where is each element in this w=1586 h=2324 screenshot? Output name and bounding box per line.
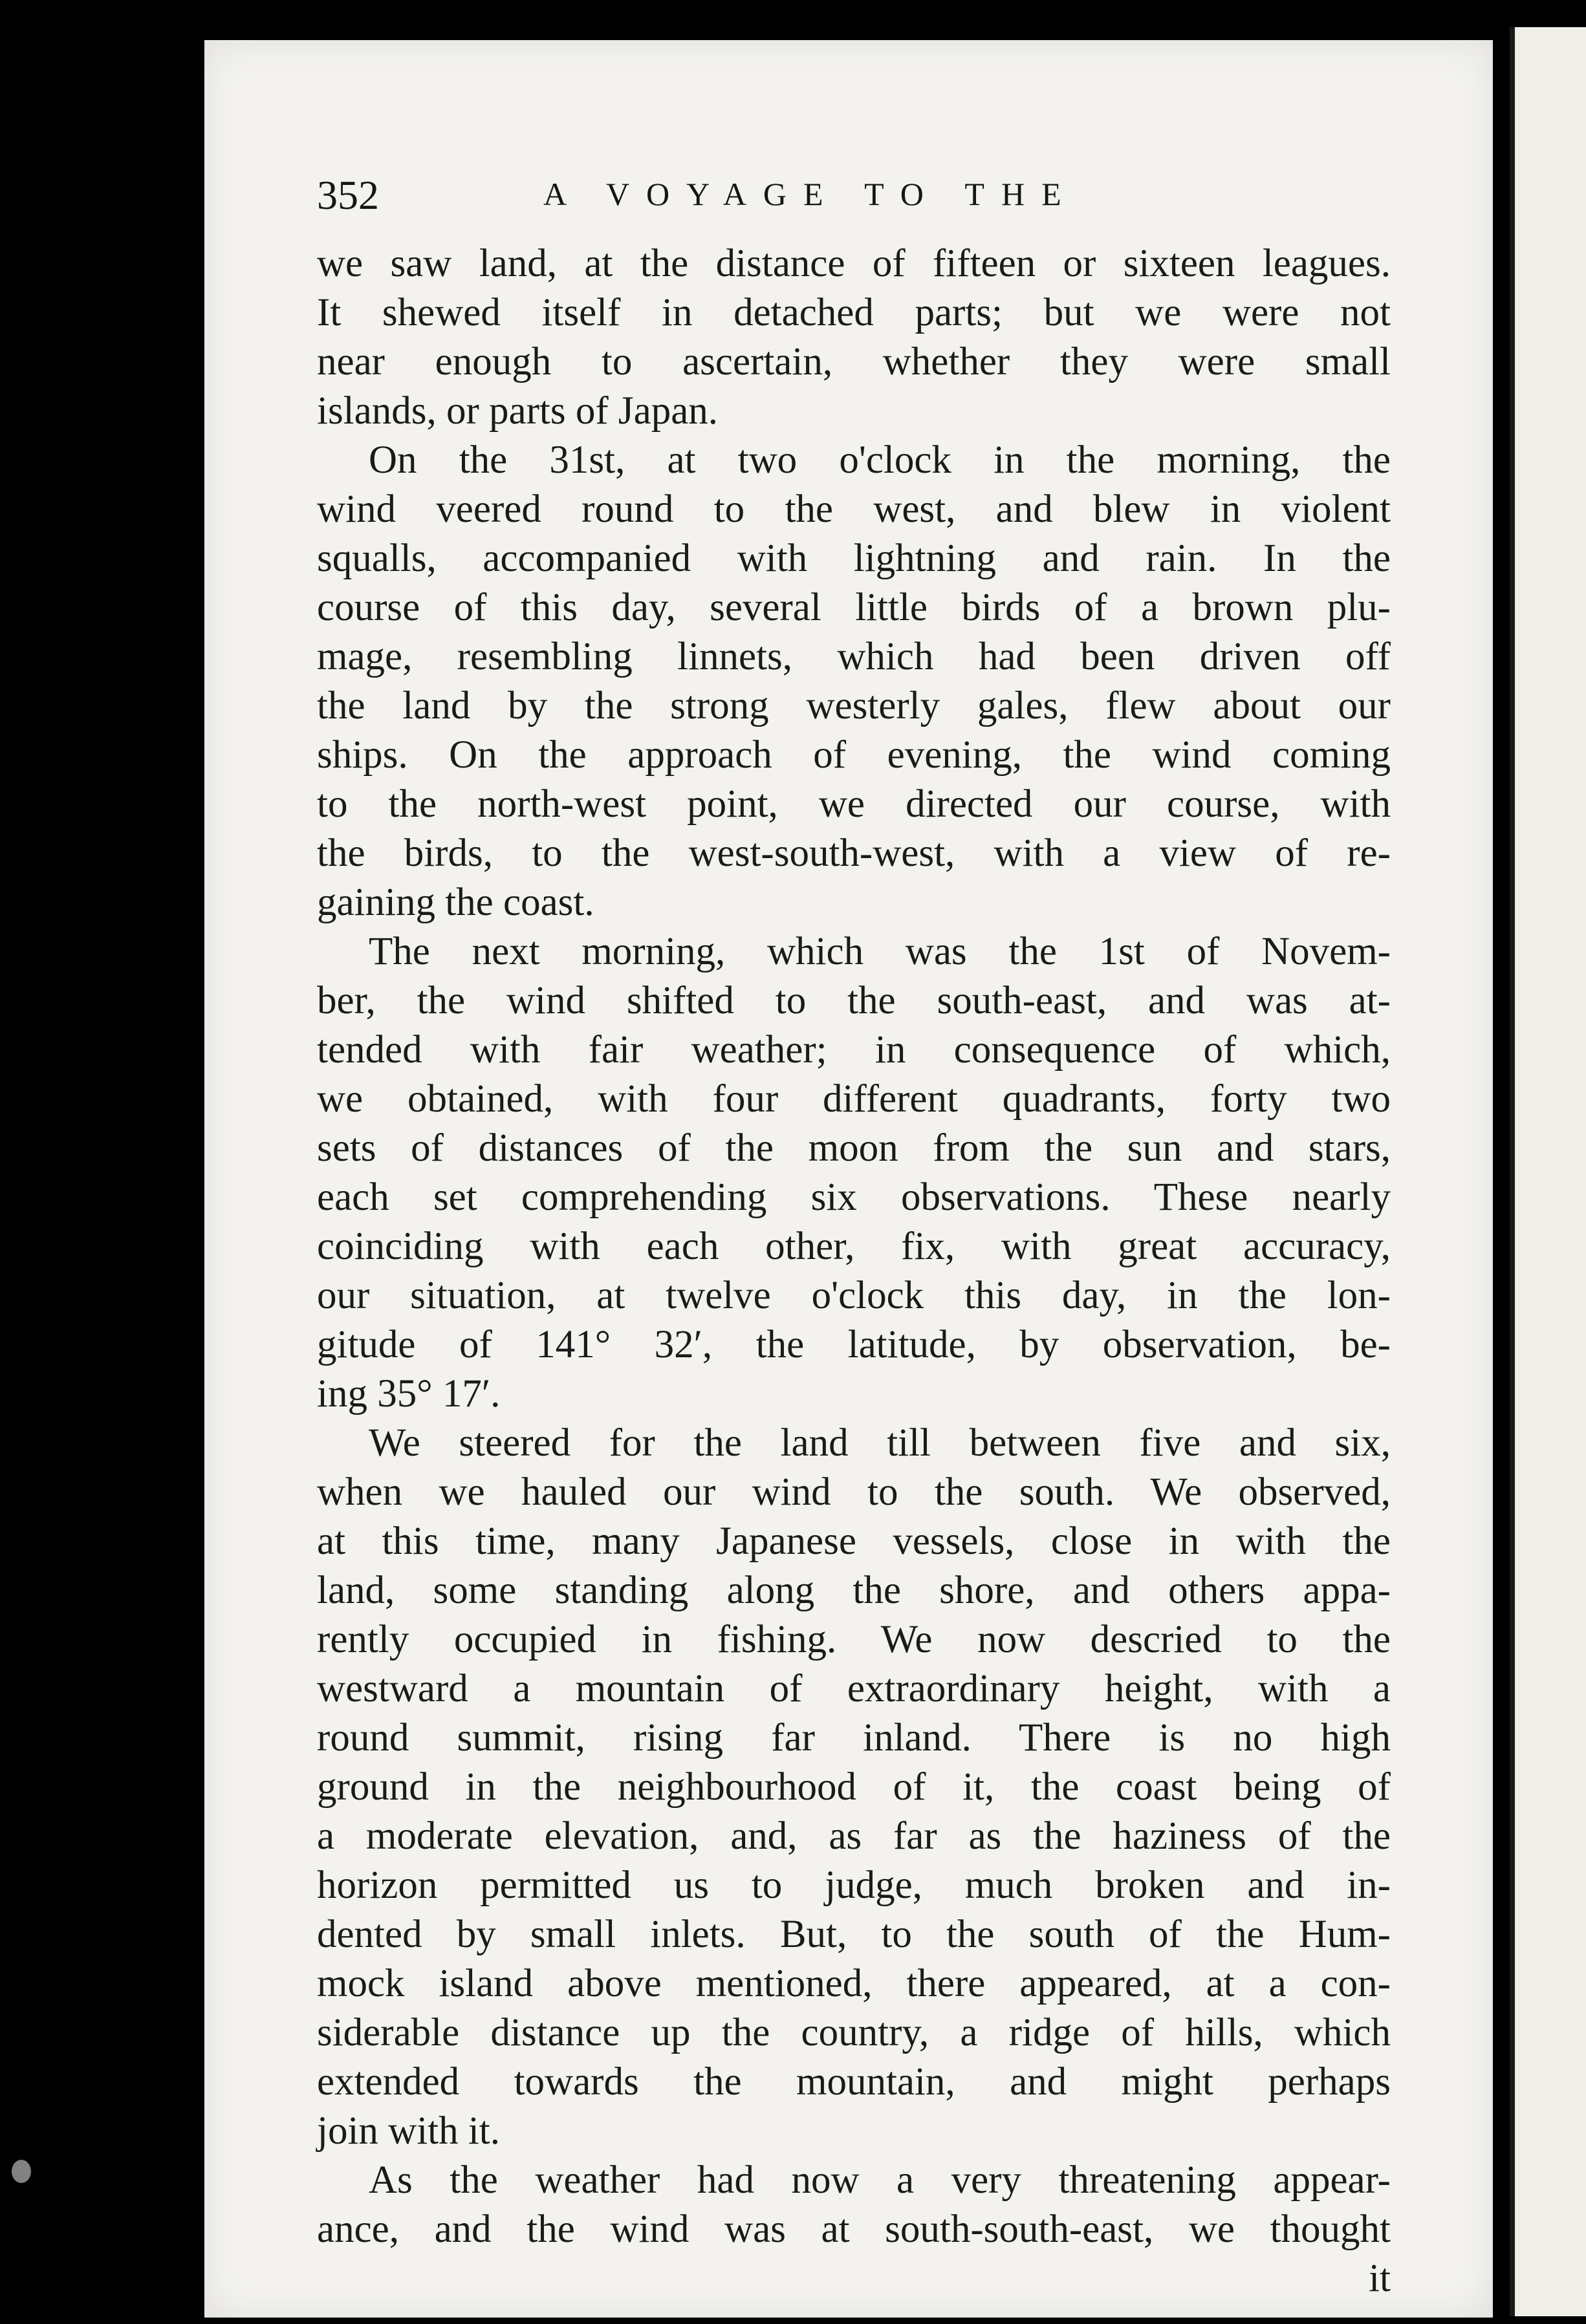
page-header: [317, 171, 1287, 230]
text-line: The next morning, which was the 1st of Novem-: [369, 930, 1391, 973]
text-line: ance, and the wind was at south-south-east, we thought: [317, 2208, 1391, 2251]
text-line: a moderate elevation, and, as far as the haziness of the: [317, 1814, 1391, 1858]
body-text: [317, 239, 1391, 2303]
page-gutter-shadow: [1510, 27, 1515, 2316]
text-line: the birds, to the west-south-west, with a view of re-: [317, 832, 1391, 875]
text-line: we obtained, with four different quadrants, forty two: [317, 1077, 1391, 1121]
text-line: we saw land, at the distance of fifteen or sixteen leagues.: [317, 242, 1391, 285]
text-line: squalls, accompanied with lightning and rain. In the: [317, 537, 1391, 580]
text-line: We steered for the land till between five and six,: [369, 1421, 1391, 1465]
text-line: extended towards the mountain, and might perhaps: [317, 2060, 1391, 2103]
text-line: coinciding with each other, fix, with great accuracy,: [317, 1225, 1391, 1268]
text-line: ships. On the approach of evening, the wind coming: [317, 733, 1391, 777]
text-line: to the north-west point, we directed our course, with: [317, 782, 1391, 826]
text-line: islands, or parts of Japan.: [317, 389, 719, 433]
text-line: gitude of 141° 32′, the latitude, by observation, be-: [317, 1323, 1391, 1366]
text-line: ing 35° 17′.: [317, 1372, 501, 1415]
text-line: round summit, rising far inland. There is no high: [317, 1716, 1391, 1759]
text-line: tended with fair weather; in consequence of which,: [317, 1028, 1391, 1071]
text-line: dented by small inlets. But, to the south of the Hum-: [317, 1913, 1391, 1956]
text-line: horizon permitted us to judge, much broken and in-: [317, 1864, 1391, 1907]
text-line: As the weather had now a very threatening appear-: [369, 2158, 1391, 2202]
text-line: rently occupied in fishing. We now descried to the: [317, 1618, 1391, 1661]
text-line: sets of distances of the moon from the sun and stars,: [317, 1126, 1391, 1170]
text-line: wind veered round to the west, and blew in violent: [317, 488, 1391, 531]
text-line: On the 31st, at two o'clock in the morning, the: [369, 438, 1391, 482]
facing-page-edge: [1510, 27, 1586, 2316]
text-line: at this time, many Japanese vessels, close in with the: [317, 1520, 1391, 1563]
text-line: course of this day, several little birds of a brown plu-: [317, 586, 1391, 629]
text-line: It shewed itself in detached parts; but we were not: [317, 291, 1391, 334]
text-line: mock island above mentioned, there appeared, at a con-: [317, 1962, 1391, 2005]
text-line: ber, the wind shifted to the south-east, and was at-: [317, 979, 1391, 1022]
scan-speck: [12, 2160, 31, 2183]
text-line: ground in the neighbourhood of it, the coast being of: [317, 1765, 1391, 1809]
page-number: 352: [317, 172, 379, 218]
text-line: our situation, at twelve o'clock this day, in the lon-: [317, 1274, 1391, 1317]
text-line: land, some standing along the shore, and others appa-: [317, 1569, 1391, 1612]
text-line: mage, resembling linnets, which had been driven off: [317, 635, 1391, 678]
text-line: each set comprehending six observations. These nearly: [317, 1176, 1391, 1219]
text-line: when we hauled our wind to the south. We observed,: [317, 1470, 1391, 1514]
text-line: near enough to ascertain, whether they were small: [317, 340, 1391, 383]
text-line: siderable distance up the country, a ridge of hills, which: [317, 2011, 1391, 2054]
text-line: the land by the strong westerly gales, flew about our: [317, 684, 1391, 727]
text-line: gaining the coast.: [317, 881, 594, 924]
text-line: join with it.: [317, 2109, 500, 2153]
running-head: A VOYAGE TO THE: [543, 176, 1078, 212]
text-line: it: [1369, 2257, 1391, 2300]
text-line: westward a mountain of extraordinary height, with a: [317, 1667, 1391, 1710]
